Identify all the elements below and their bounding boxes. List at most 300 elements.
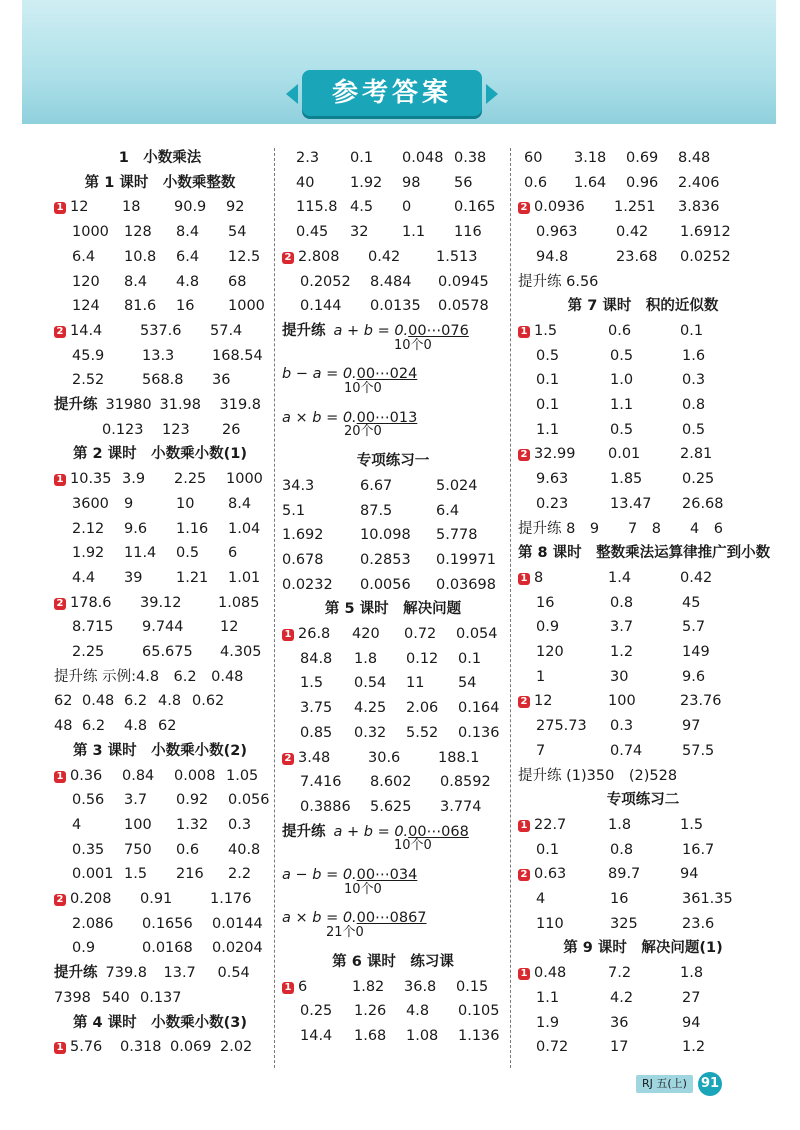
answer-value: 4.8 bbox=[158, 693, 182, 710]
answer-value: 0.0135 bbox=[370, 298, 421, 315]
answer-value: 30 bbox=[610, 668, 629, 685]
answer-value: 0.318 bbox=[120, 1039, 162, 1056]
answer-value: 1.176 bbox=[210, 891, 252, 907]
answer-value: 5.024 bbox=[436, 477, 478, 494]
answer-row bbox=[300, 696, 510, 720]
answer-value: 8.484 bbox=[370, 273, 412, 290]
answer-value: 0.1 bbox=[536, 841, 560, 858]
answer-value: 0.48 bbox=[534, 965, 567, 982]
answer-row bbox=[300, 795, 500, 819]
answer-value: 9.6 bbox=[682, 668, 706, 685]
answer-value: 2.086 bbox=[72, 915, 114, 932]
answer-value: 1.21 bbox=[176, 569, 209, 586]
repeating-digits: 00⋯024 bbox=[356, 366, 418, 383]
answer-value: 14.4 bbox=[300, 1027, 333, 1044]
answer-value: 1.8 bbox=[680, 965, 704, 982]
repeating-digits: 00⋯0867 bbox=[356, 910, 427, 927]
answer-row bbox=[536, 368, 742, 392]
answer-value: 4.2 bbox=[610, 989, 634, 1006]
question-number-badge: 1 bbox=[282, 629, 294, 641]
answer-value: 56 bbox=[454, 174, 473, 191]
answer-value: 0.0144 bbox=[212, 915, 263, 932]
answer-value: 0.048 bbox=[402, 150, 444, 166]
answer-row bbox=[72, 566, 280, 590]
answer-row bbox=[300, 1024, 510, 1048]
answer-value: 8.4 bbox=[124, 273, 148, 290]
chevron-right-icon bbox=[486, 84, 498, 104]
answer-row bbox=[300, 999, 510, 1023]
answer-value: 0.69 bbox=[626, 150, 659, 166]
answer-value: 13.7 bbox=[163, 965, 196, 982]
answer-value: 6.4 bbox=[176, 248, 200, 265]
answer-value: 0.6 bbox=[524, 174, 548, 191]
answer-value: 0.8592 bbox=[440, 774, 491, 791]
answer-row bbox=[282, 573, 506, 597]
answer-value: 11.4 bbox=[124, 545, 157, 562]
answer-value: 2.2 bbox=[228, 866, 252, 883]
answer-row bbox=[518, 442, 740, 466]
answer-value: 4 bbox=[536, 891, 546, 907]
answer-row bbox=[300, 294, 498, 318]
answer-value: 6 bbox=[298, 978, 308, 995]
question-number-badge: 2 bbox=[282, 753, 294, 765]
answer-value: 57.4 bbox=[210, 322, 243, 339]
answer-value: 39.12 bbox=[140, 594, 182, 611]
answer-value: 0.136 bbox=[458, 724, 500, 741]
expression-prefix: a × b = 0. bbox=[282, 910, 357, 927]
answer-value: 1.1 bbox=[536, 989, 560, 1006]
answer-value: 0.0056 bbox=[360, 576, 411, 593]
answer-value: 39 bbox=[124, 569, 143, 586]
answer-value: 178.6 bbox=[70, 594, 112, 611]
answer-value: 0.32 bbox=[354, 724, 387, 741]
answer-value: 168.54 bbox=[212, 347, 263, 364]
answer-value: 128 bbox=[124, 224, 152, 241]
answer-value: 0.62 bbox=[192, 693, 225, 710]
question-number-badge: 1 bbox=[518, 820, 530, 832]
answer-value: 5.778 bbox=[436, 527, 478, 544]
answer-row bbox=[536, 245, 740, 269]
answer-row bbox=[282, 622, 508, 646]
answer-value: 0.5 bbox=[610, 421, 634, 438]
tisheng-label: 提升练 bbox=[54, 965, 98, 982]
answer-value: 23.68 bbox=[616, 248, 658, 265]
answer-value: 149 bbox=[682, 644, 710, 660]
answer-value: 40 bbox=[296, 174, 315, 191]
answer-value: 123 bbox=[162, 421, 190, 438]
answer-value: 0.054 bbox=[456, 626, 498, 642]
answer-value: 2.25 bbox=[72, 644, 105, 660]
answer-value: 0.45 bbox=[296, 224, 329, 241]
answer-row bbox=[524, 146, 730, 170]
expression-line bbox=[282, 820, 469, 844]
answer-value: 0.54 bbox=[217, 965, 250, 982]
answer-value: 0.6 bbox=[176, 841, 200, 858]
answer-value: 94 bbox=[682, 1014, 701, 1031]
answer-value: 0.36 bbox=[70, 767, 103, 784]
answer-value: 62 bbox=[158, 718, 177, 735]
answer-value: 45.9 bbox=[72, 347, 105, 364]
page-number: 91 bbox=[698, 1072, 722, 1096]
answer-value: 0.1 bbox=[458, 650, 482, 667]
answer-value: 0.137 bbox=[140, 989, 182, 1006]
answer-value: 3.774 bbox=[440, 798, 482, 815]
answer-row bbox=[296, 195, 506, 219]
answer-row bbox=[72, 270, 280, 294]
question-number-badge: 1 bbox=[518, 326, 530, 338]
answer-value: 4.305 bbox=[220, 644, 262, 660]
answer-value: 97 bbox=[682, 718, 701, 735]
answer-value: 1.4 bbox=[608, 569, 632, 586]
answer-value: 0.144 bbox=[300, 298, 342, 315]
answer-value: 12 bbox=[534, 693, 553, 710]
question-number-badge: 1 bbox=[54, 771, 66, 783]
answer-value: 32.99 bbox=[534, 446, 576, 463]
answer-value: 0.91 bbox=[140, 891, 173, 907]
answer-row bbox=[300, 647, 510, 671]
answer-value: 6.4 bbox=[72, 248, 96, 265]
answer-value: 10.8 bbox=[124, 248, 157, 265]
answer-row bbox=[300, 770, 500, 794]
answer-value: 2.02 bbox=[220, 1039, 253, 1056]
answer-value: 0.0945 bbox=[438, 273, 489, 290]
answer-row bbox=[536, 887, 742, 911]
answer-value: 7 bbox=[536, 742, 546, 759]
answer-row bbox=[72, 615, 280, 639]
answer-value: 13.3 bbox=[142, 347, 175, 364]
answer-row bbox=[282, 975, 508, 999]
answer-row bbox=[536, 492, 742, 516]
answer-value: 48 bbox=[54, 718, 73, 735]
answer-value: 3.7 bbox=[124, 792, 148, 809]
answer-value: 1.2 bbox=[610, 644, 634, 660]
lesson-heading: 第 4 课时 小数乘小数(3) bbox=[72, 1014, 248, 1031]
answer-value: 0.008 bbox=[174, 767, 216, 784]
answer-row bbox=[54, 195, 278, 219]
answer-row bbox=[72, 788, 280, 812]
answer-value: 8.4 bbox=[176, 224, 200, 241]
answer-value: 0.0936 bbox=[534, 199, 585, 216]
lesson-heading: 第 6 课时 练习课 bbox=[332, 953, 454, 970]
answer-value: 31980 bbox=[105, 397, 152, 413]
answer-value: 6.67 bbox=[360, 477, 393, 494]
answer-value: 0.164 bbox=[458, 700, 500, 717]
answer-value: 0.1 bbox=[536, 372, 560, 389]
answer-value: 1.64 bbox=[574, 174, 607, 191]
repeating-digits: 00⋯068 bbox=[408, 823, 469, 840]
answer-row bbox=[536, 418, 742, 442]
answer-value: 32 bbox=[350, 224, 369, 241]
answer-row bbox=[72, 492, 280, 516]
question-number-badge: 2 bbox=[518, 869, 530, 881]
answer-value: 0.963 bbox=[536, 224, 578, 241]
answer-row bbox=[54, 591, 278, 615]
answer-value: 0.5 bbox=[176, 545, 200, 562]
answer-value: 0.208 bbox=[70, 891, 112, 907]
answer-value: 4.4 bbox=[72, 569, 96, 586]
answer-value: 0.19971 bbox=[436, 551, 496, 568]
chapter-heading: 1 小数乘法 bbox=[118, 150, 202, 166]
answer-row bbox=[536, 1035, 742, 1059]
expression-line bbox=[282, 319, 469, 343]
answer-value: 0.9 bbox=[72, 940, 96, 957]
answer-value: 34.3 bbox=[282, 477, 315, 494]
answer-value: 7.416 bbox=[300, 774, 342, 791]
expression-prefix: b − a = 0. bbox=[282, 366, 357, 383]
answer-value: 0 bbox=[402, 199, 412, 216]
answer-value: 3.75 bbox=[300, 700, 333, 717]
grade-label: RJ 五(上) bbox=[636, 1075, 693, 1093]
answer-row bbox=[536, 467, 742, 491]
answer-value: 0.3886 bbox=[300, 798, 351, 815]
answer-value: 0.3 bbox=[228, 816, 252, 833]
answer-value: 0.3 bbox=[610, 718, 634, 735]
answer-value: 110 bbox=[536, 915, 564, 932]
answer-value: 1000 bbox=[228, 298, 265, 315]
answer-value: 0.0578 bbox=[438, 298, 489, 315]
answer-value: 23.6 bbox=[682, 915, 715, 932]
answer-value: 1.01 bbox=[228, 569, 261, 586]
answer-value: 2.808 bbox=[298, 248, 340, 265]
answer-value: 5.1 bbox=[282, 502, 306, 519]
question-number-badge: 2 bbox=[518, 202, 530, 214]
answer-value: 1.1 bbox=[536, 421, 560, 438]
answer-value: 1.8 bbox=[354, 650, 378, 667]
answer-value: 16.7 bbox=[682, 841, 715, 858]
tisheng-label: 提升练 bbox=[282, 322, 326, 339]
zero-count-note: 10个0 bbox=[394, 838, 432, 854]
answer-value: 9.6 bbox=[124, 520, 148, 537]
lesson-heading: 第 7 课时 积的近似数 bbox=[567, 298, 719, 315]
answer-row bbox=[72, 838, 280, 862]
answer-value: 275.73 bbox=[536, 718, 587, 735]
answer-value: 40.8 bbox=[228, 841, 261, 858]
answer-value: 84.8 bbox=[300, 650, 333, 667]
answer-value: 1.8 bbox=[608, 816, 632, 833]
answer-row bbox=[54, 764, 278, 788]
title-box bbox=[302, 70, 482, 116]
zero-count-note: 20个0 bbox=[344, 424, 382, 440]
answer-value: 45 bbox=[682, 594, 701, 611]
tisheng-label: 提升练 bbox=[54, 397, 98, 413]
answer-value: 54 bbox=[228, 224, 247, 241]
answer-value: 0.5 bbox=[610, 347, 634, 364]
answer-row bbox=[72, 912, 272, 936]
column-divider bbox=[510, 148, 512, 1068]
answer-value: 0.38 bbox=[454, 150, 487, 166]
answer-value: 120 bbox=[536, 644, 564, 660]
answer-value: 60 bbox=[524, 150, 543, 166]
repeating-digits: 00⋯013 bbox=[356, 409, 418, 426]
chevron-left-icon bbox=[286, 84, 298, 104]
answer-value: 10 bbox=[176, 495, 195, 512]
expression-prefix: a + b = 0. bbox=[333, 823, 409, 840]
answer-value: 0.42 bbox=[616, 224, 649, 241]
answer-value: 0.56 bbox=[72, 792, 105, 809]
answer-row bbox=[282, 548, 506, 572]
lesson-heading: 第 9 课时 解决问题(1) bbox=[563, 940, 723, 957]
answer-value: 1.1 bbox=[402, 224, 426, 241]
answer-row bbox=[518, 566, 740, 590]
answer-row bbox=[54, 1035, 260, 1059]
question-number-badge: 1 bbox=[282, 982, 294, 994]
answer-value: 3.9 bbox=[122, 471, 146, 488]
repeating-digits: 00⋯034 bbox=[356, 867, 418, 883]
answer-value: 568.8 bbox=[142, 372, 184, 389]
answer-value: 0.63 bbox=[534, 866, 567, 883]
answer-value: 1.136 bbox=[458, 1027, 500, 1044]
answer-value: 0.35 bbox=[72, 841, 105, 858]
answer-value: 420 bbox=[352, 626, 380, 642]
answer-value: 0.12 bbox=[406, 650, 439, 667]
answer-row bbox=[72, 936, 272, 960]
answer-value: 537.6 bbox=[140, 322, 182, 339]
answer-value: 2.06 bbox=[406, 700, 439, 717]
answer-row bbox=[536, 665, 742, 689]
answer-row bbox=[72, 294, 280, 318]
answer-row bbox=[296, 146, 506, 170]
answer-value: 0.72 bbox=[404, 626, 437, 642]
answer-row bbox=[536, 714, 742, 738]
answer-value: 216 bbox=[176, 866, 204, 883]
answer-value: 2.12 bbox=[72, 520, 105, 537]
answer-row bbox=[518, 961, 740, 985]
tisheng-line: 提升练 (1)350 (2)528 bbox=[518, 767, 678, 784]
answer-value: 68 bbox=[228, 273, 247, 290]
answer-value: 0.0232 bbox=[282, 576, 333, 593]
answer-value: 116 bbox=[454, 224, 482, 241]
answer-value: 1.32 bbox=[176, 816, 209, 833]
answer-row bbox=[72, 220, 280, 244]
answer-value: 2.52 bbox=[72, 372, 105, 389]
answer-value: 0.74 bbox=[610, 742, 643, 759]
answer-value: 1.251 bbox=[614, 199, 656, 216]
answer-value: 0.8 bbox=[610, 594, 634, 611]
answer-value: 0.5 bbox=[682, 421, 706, 438]
answer-value: 2.25 bbox=[174, 471, 207, 488]
answer-value: 0.0252 bbox=[680, 248, 731, 265]
answer-value: 0.03698 bbox=[436, 576, 496, 593]
answer-value: 0.96 bbox=[626, 174, 659, 191]
answer-row bbox=[296, 220, 506, 244]
answer-value: 8.715 bbox=[72, 619, 114, 636]
answer-row bbox=[54, 714, 192, 738]
answer-value: 1.92 bbox=[72, 545, 105, 562]
question-number-badge: 2 bbox=[518, 449, 530, 461]
answer-value: 4.5 bbox=[350, 199, 374, 216]
zero-count-note: 21个0 bbox=[326, 925, 364, 941]
answer-value: 1.513 bbox=[436, 248, 478, 265]
answer-value: 22.7 bbox=[534, 816, 567, 833]
answer-value: 7.2 bbox=[608, 965, 632, 982]
answer-value: 2.406 bbox=[678, 174, 720, 191]
answer-value: 11 bbox=[406, 675, 425, 692]
answer-row bbox=[536, 393, 742, 417]
answer-value: 1.9 bbox=[536, 1014, 560, 1031]
answer-value: 319.8 bbox=[219, 397, 262, 413]
answer-row bbox=[72, 368, 272, 392]
question-number-badge: 1 bbox=[518, 968, 530, 980]
answer-value: 1.0 bbox=[610, 372, 634, 389]
answer-value: 1.16 bbox=[176, 520, 209, 537]
answer-value: 325 bbox=[610, 915, 638, 932]
answer-value: 0.23 bbox=[536, 495, 569, 512]
answer-value: 10.098 bbox=[360, 527, 411, 544]
question-number-badge: 2 bbox=[54, 894, 66, 906]
answer-row bbox=[536, 615, 742, 639]
answer-value: 5.52 bbox=[406, 724, 439, 741]
answer-value: 0.25 bbox=[682, 471, 715, 488]
answer-row bbox=[282, 499, 506, 523]
tisheng-line: 提升练 8 9 7 8 4 6 bbox=[518, 520, 723, 537]
answer-value: 1.5 bbox=[680, 816, 704, 833]
answer-row bbox=[300, 270, 498, 294]
answer-value: 8.602 bbox=[370, 774, 412, 791]
question-number-badge: 2 bbox=[54, 598, 66, 610]
answer-value: 4.25 bbox=[354, 700, 387, 717]
question-number-badge: 1 bbox=[54, 474, 66, 486]
answer-row bbox=[282, 746, 498, 770]
answer-value: 36 bbox=[212, 372, 231, 389]
answer-value: 62 bbox=[54, 693, 73, 710]
answer-value: 23.76 bbox=[680, 693, 722, 710]
answer-value: 3.7 bbox=[610, 619, 634, 636]
answer-value: 2.3 bbox=[296, 150, 320, 166]
answer-value: 0.84 bbox=[122, 767, 155, 784]
answer-value: 1.5 bbox=[124, 866, 148, 883]
lesson-heading: 第 2 课时 小数乘小数(1) bbox=[72, 446, 248, 463]
answer-value: 8.4 bbox=[228, 495, 252, 512]
answer-value: 18 bbox=[122, 199, 141, 216]
answer-value: 0.42 bbox=[368, 248, 401, 265]
answer-row bbox=[518, 195, 738, 219]
answer-value: 57.5 bbox=[682, 742, 715, 759]
answer-row bbox=[54, 319, 270, 343]
answer-value: 27 bbox=[682, 989, 701, 1006]
answer-value: 0.1 bbox=[350, 150, 374, 166]
answer-value: 31.98 bbox=[159, 397, 202, 413]
answer-value: 0.54 bbox=[354, 675, 387, 692]
answer-value: 92 bbox=[226, 199, 245, 216]
answer-value: 1.68 bbox=[354, 1027, 387, 1044]
answer-value: 1.2 bbox=[682, 1039, 706, 1056]
answer-value: 12 bbox=[220, 619, 239, 636]
answer-value: 188.1 bbox=[438, 749, 480, 766]
answer-value: 6.2 bbox=[124, 693, 148, 710]
answer-row bbox=[54, 961, 268, 985]
answer-value: 0.0168 bbox=[142, 940, 193, 957]
tisheng-label: 提升练 bbox=[282, 823, 326, 840]
answer-value: 16 bbox=[176, 298, 195, 315]
answer-row bbox=[518, 319, 740, 343]
answer-value: 100 bbox=[608, 693, 636, 710]
answer-value: 5.7 bbox=[682, 619, 706, 636]
tisheng-line: 提升练 6.56 bbox=[518, 273, 599, 290]
answer-row bbox=[54, 689, 232, 713]
answer-value: 0.01 bbox=[608, 446, 641, 463]
answer-row bbox=[72, 517, 280, 541]
answer-value: 0.001 bbox=[72, 866, 114, 883]
answer-value: 0.056 bbox=[228, 792, 270, 809]
answer-row bbox=[524, 171, 730, 195]
question-number-badge: 2 bbox=[54, 326, 66, 338]
answer-row bbox=[536, 220, 740, 244]
answer-value: 0.6 bbox=[608, 322, 632, 339]
answer-value: 26.8 bbox=[298, 626, 331, 642]
answer-value: 1000 bbox=[72, 224, 109, 241]
answer-value: 0.25 bbox=[300, 1003, 333, 1020]
section-heading: 专项练习一 bbox=[356, 453, 430, 470]
